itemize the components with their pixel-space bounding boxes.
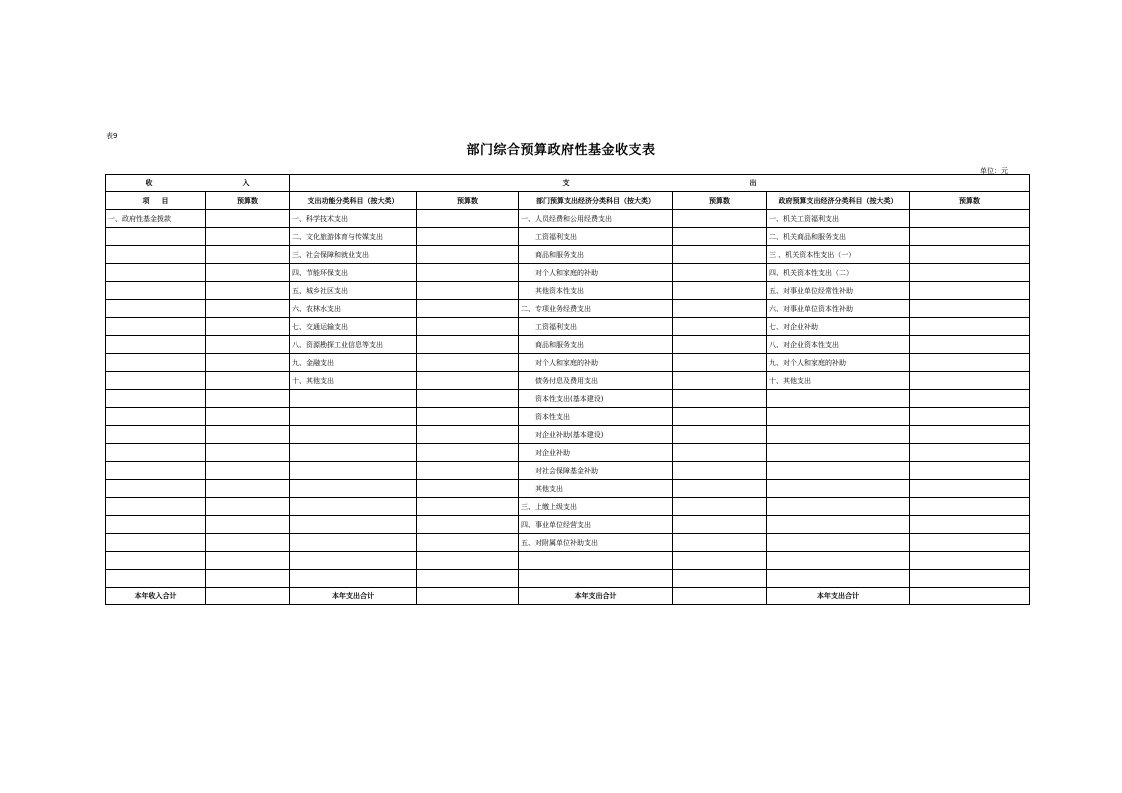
gov-econ-item-cell (767, 534, 910, 552)
func-item-cell: 六、农林水支出 (290, 300, 417, 318)
income-item-cell (106, 552, 206, 570)
func-item-cell: 一、科学技术支出 (290, 210, 417, 228)
table-row (106, 552, 1030, 570)
func-item-cell (290, 570, 417, 588)
gov-budget-header: 预算数 (910, 192, 1030, 210)
budget-table (105, 174, 1030, 605)
gov-budget-cell (910, 498, 1030, 516)
dept-econ-item-cell: 三、上缴上级支出 (519, 498, 673, 516)
func-item-cell (290, 390, 417, 408)
gov-budget-cell (910, 516, 1030, 534)
gov-econ-class-header: 政府预算支出经济分类科目（按大类） (767, 192, 910, 210)
func-item-cell (290, 552, 417, 570)
func-budget-cell (417, 246, 519, 264)
income-budget-cell (206, 354, 290, 372)
income-item-cell (106, 498, 206, 516)
func-budget-cell (417, 336, 519, 354)
dept-econ-item-cell: 工资福利支出 (519, 318, 673, 336)
expense-header-char-2: 出 (749, 179, 757, 187)
table-row (106, 534, 1030, 552)
income-budget-cell (206, 408, 290, 426)
income-budget-cell (206, 534, 290, 552)
dept-econ-item-cell: 债务付息及费用支出 (519, 372, 673, 390)
income-item-cell (106, 282, 206, 300)
gov-budget-cell (910, 390, 1030, 408)
gov-econ-item-cell (767, 444, 910, 462)
income-item-cell (106, 390, 206, 408)
dept-total-value (673, 588, 767, 605)
dept-budget-cell (673, 552, 767, 570)
dept-budget-cell (673, 408, 767, 426)
func-class-header: 支出功能分类科目（按大类） (290, 192, 417, 210)
func-item-cell: 五、城乡社区支出 (290, 282, 417, 300)
func-item-cell: 十、其他支出 (290, 372, 417, 390)
income-budget-cell (206, 498, 290, 516)
dept-econ-item-cell (519, 552, 673, 570)
table-row (106, 462, 1030, 480)
income-budget-cell (206, 246, 290, 264)
document-title: 部门综合预算政府性基金收支表 (466, 143, 656, 158)
table-row (106, 372, 1030, 390)
dept-budget-cell (673, 534, 767, 552)
func-budget-cell (417, 444, 519, 462)
dept-budget-cell (673, 516, 767, 534)
income-budget-cell (206, 210, 290, 228)
dept-budget-cell (673, 228, 767, 246)
table-row (106, 408, 1030, 426)
dept-econ-item-cell: 工资福利支出 (519, 228, 673, 246)
dept-budget-cell (673, 318, 767, 336)
dept-budget-cell (673, 390, 767, 408)
gov-budget-cell (910, 246, 1030, 264)
gov-econ-item-cell (767, 390, 910, 408)
gov-econ-item-cell (767, 462, 910, 480)
income-item-cell (106, 444, 206, 462)
gov-budget-cell (910, 264, 1030, 282)
gov-budget-cell (910, 336, 1030, 354)
table-row (106, 300, 1030, 318)
func-budget-cell (417, 354, 519, 372)
dept-budget-cell (673, 498, 767, 516)
income-budget-cell (206, 570, 290, 588)
func-budget-cell (417, 228, 519, 246)
dept-econ-item-cell: 其他资本性支出 (519, 282, 673, 300)
income-item-cell (106, 516, 206, 534)
income-item-cell (106, 300, 206, 318)
dept-econ-item-cell: 四、事业单位经营支出 (519, 516, 673, 534)
func-item-cell (290, 480, 417, 498)
func-item-cell (290, 408, 417, 426)
func-budget-cell (417, 534, 519, 552)
income-budget-cell (206, 516, 290, 534)
func-budget-cell (417, 210, 519, 228)
gov-econ-item-cell (767, 408, 910, 426)
func-item-cell: 八、资源勘探工业信息等支出 (290, 336, 417, 354)
dept-econ-item-cell: 商品和服务支出 (519, 336, 673, 354)
income-total-value (206, 588, 290, 605)
dept-econ-item-cell: 五、对附属单位补助支出 (519, 534, 673, 552)
table-row (106, 282, 1030, 300)
dept-econ-item-cell (519, 570, 673, 588)
dept-econ-item-cell: 对个人和家庭的补助 (519, 354, 673, 372)
table-row (106, 336, 1030, 354)
dept-budget-cell (673, 462, 767, 480)
gov-econ-item-cell: 八、对企业资本性支出 (767, 336, 910, 354)
func-budget-cell (417, 390, 519, 408)
dept-budget-cell (673, 354, 767, 372)
func-budget-cell (417, 498, 519, 516)
income-item-cell (106, 426, 206, 444)
expense-header (290, 175, 1030, 192)
func-budget-cell (417, 462, 519, 480)
dept-budget-cell (673, 480, 767, 498)
gov-econ-item-cell: 四、机关资本性支出（二） (767, 264, 910, 282)
income-item-cell (106, 354, 206, 372)
gov-econ-item-cell (767, 426, 910, 444)
gov-budget-cell (910, 354, 1030, 372)
table-row (106, 498, 1030, 516)
table-row (106, 570, 1030, 588)
income-item-cell (106, 336, 206, 354)
income-budget-cell (206, 300, 290, 318)
gov-budget-cell (910, 300, 1030, 318)
item-header-char-1: 项 (142, 196, 150, 205)
header-row-2 (106, 192, 1030, 210)
gov-econ-item-cell (767, 570, 910, 588)
gov-econ-item-cell: 六、对事业单位资本性补助 (767, 300, 910, 318)
func-budget-header: 预算数 (417, 192, 519, 210)
gov-econ-item-cell (767, 552, 910, 570)
item-header (106, 192, 206, 210)
func-item-cell: 七、交通运输支出 (290, 318, 417, 336)
dept-econ-item-cell: 对企业补助 (519, 444, 673, 462)
gov-budget-cell (910, 534, 1030, 552)
income-header (106, 175, 290, 192)
func-budget-cell (417, 300, 519, 318)
income-budget-cell (206, 282, 290, 300)
gov-budget-cell (910, 228, 1030, 246)
gov-econ-item-cell: 九、对个人和家庭的补助 (767, 354, 910, 372)
income-budget-cell (206, 444, 290, 462)
gov-econ-item-cell (767, 498, 910, 516)
func-budget-cell (417, 552, 519, 570)
dept-budget-cell (673, 426, 767, 444)
income-item-cell (106, 462, 206, 480)
gov-econ-item-cell (767, 516, 910, 534)
gov-budget-cell (910, 444, 1030, 462)
func-item-cell: 九、金融支出 (290, 354, 417, 372)
gov-econ-item-cell: 三 、机关资本性支出（一） (767, 246, 910, 264)
func-budget-cell (417, 282, 519, 300)
gov-budget-cell (910, 210, 1030, 228)
table-row (106, 210, 1030, 228)
gov-econ-item-cell: 五、对事业单位经常性补助 (767, 282, 910, 300)
table-row (106, 246, 1030, 264)
table-row (106, 426, 1030, 444)
income-item-cell (106, 408, 206, 426)
income-item-cell: 一、政府性基金拨款 (106, 210, 206, 228)
dept-econ-item-cell: 对企业补助(基本建设) (519, 426, 673, 444)
table-row (106, 390, 1030, 408)
income-budget-cell (206, 480, 290, 498)
func-budget-cell (417, 264, 519, 282)
header-row-1 (106, 175, 1030, 192)
dept-budget-header: 预算数 (673, 192, 767, 210)
income-header-char-1: 收 (145, 179, 153, 187)
dept-budget-cell (673, 570, 767, 588)
func-budget-cell (417, 408, 519, 426)
dept-budget-cell (673, 444, 767, 462)
dept-budget-cell (673, 246, 767, 264)
gov-budget-cell (910, 408, 1030, 426)
func-total-label: 本年支出合计 (290, 588, 417, 605)
income-budget-cell (206, 228, 290, 246)
income-budget-cell (206, 390, 290, 408)
gov-budget-cell (910, 552, 1030, 570)
item-header-char-2: 目 (161, 196, 169, 205)
dept-budget-cell (673, 372, 767, 390)
income-item-cell (106, 228, 206, 246)
income-budget-cell (206, 462, 290, 480)
func-item-cell: 二、文化旅游体育与传媒支出 (290, 228, 417, 246)
func-item-cell (290, 516, 417, 534)
dept-budget-cell (673, 300, 767, 318)
func-item-cell (290, 426, 417, 444)
income-budget-cell (206, 552, 290, 570)
income-item-cell (106, 372, 206, 390)
income-item-cell (106, 264, 206, 282)
func-item-cell (290, 498, 417, 516)
expense-header-char-1: 支 (562, 179, 570, 187)
gov-econ-item-cell: 七、对企业补助 (767, 318, 910, 336)
func-item-cell (290, 534, 417, 552)
income-item-cell (106, 570, 206, 588)
income-item-cell (106, 534, 206, 552)
gov-budget-cell (910, 282, 1030, 300)
func-budget-cell (417, 516, 519, 534)
table-row (106, 264, 1030, 282)
func-item-cell: 三、社会保障和就业支出 (290, 246, 417, 264)
income-item-cell (106, 480, 206, 498)
dept-budget-cell (673, 264, 767, 282)
table-row (106, 516, 1030, 534)
table-row (106, 354, 1030, 372)
dept-econ-class-header: 部门预算支出经济分类科目（按大类） (519, 192, 673, 210)
gov-budget-cell (910, 318, 1030, 336)
income-budget-cell (206, 318, 290, 336)
dept-econ-item-cell: 二、专项业务经费支出 (519, 300, 673, 318)
gov-budget-cell (910, 372, 1030, 390)
func-item-cell (290, 462, 417, 480)
dept-econ-item-cell: 其他支出 (519, 480, 673, 498)
income-header-char-2: 入 (242, 179, 250, 187)
dept-econ-item-cell: 资本性支出(基本建设) (519, 390, 673, 408)
gov-econ-item-cell: 十、其他支出 (767, 372, 910, 390)
total-row (106, 588, 1030, 605)
income-budget-cell (206, 426, 290, 444)
dept-budget-cell (673, 210, 767, 228)
table-number-label: 表9 (106, 132, 118, 140)
dept-econ-item-cell: 资本性支出 (519, 408, 673, 426)
income-budget-cell (206, 336, 290, 354)
gov-budget-cell (910, 462, 1030, 480)
gov-budget-cell (910, 426, 1030, 444)
dept-econ-item-cell: 一、人员经费和公用经费支出 (519, 210, 673, 228)
income-budget-header: 预算数 (206, 192, 290, 210)
dept-econ-item-cell: 对个人和家庭的补助 (519, 264, 673, 282)
gov-total-value (910, 588, 1030, 605)
dept-budget-cell (673, 336, 767, 354)
gov-econ-item-cell (767, 480, 910, 498)
unit-label: 单位：元 (980, 167, 1008, 175)
table-row (106, 480, 1030, 498)
func-item-cell: 四、节能环保支出 (290, 264, 417, 282)
func-budget-cell (417, 372, 519, 390)
func-budget-cell (417, 318, 519, 336)
func-budget-cell (417, 480, 519, 498)
gov-econ-item-cell: 二、机关商品和服务支出 (767, 228, 910, 246)
gov-econ-item-cell: 一、机关工资福利支出 (767, 210, 910, 228)
gov-budget-cell (910, 480, 1030, 498)
dept-econ-item-cell: 商品和服务支出 (519, 246, 673, 264)
dept-econ-item-cell: 对社会保障基金补助 (519, 462, 673, 480)
func-item-cell (290, 444, 417, 462)
table-row (106, 318, 1030, 336)
table-row (106, 228, 1030, 246)
income-total-label: 本年收入合计 (106, 588, 206, 605)
func-budget-cell (417, 570, 519, 588)
dept-budget-cell (673, 282, 767, 300)
income-item-cell (106, 246, 206, 264)
gov-total-label: 本年支出合计 (767, 588, 910, 605)
income-budget-cell (206, 372, 290, 390)
gov-budget-cell (910, 570, 1030, 588)
func-budget-cell (417, 426, 519, 444)
table-row (106, 444, 1030, 462)
dept-total-label: 本年支出合计 (519, 588, 673, 605)
income-budget-cell (206, 264, 290, 282)
income-item-cell (106, 318, 206, 336)
func-total-value (417, 588, 519, 605)
